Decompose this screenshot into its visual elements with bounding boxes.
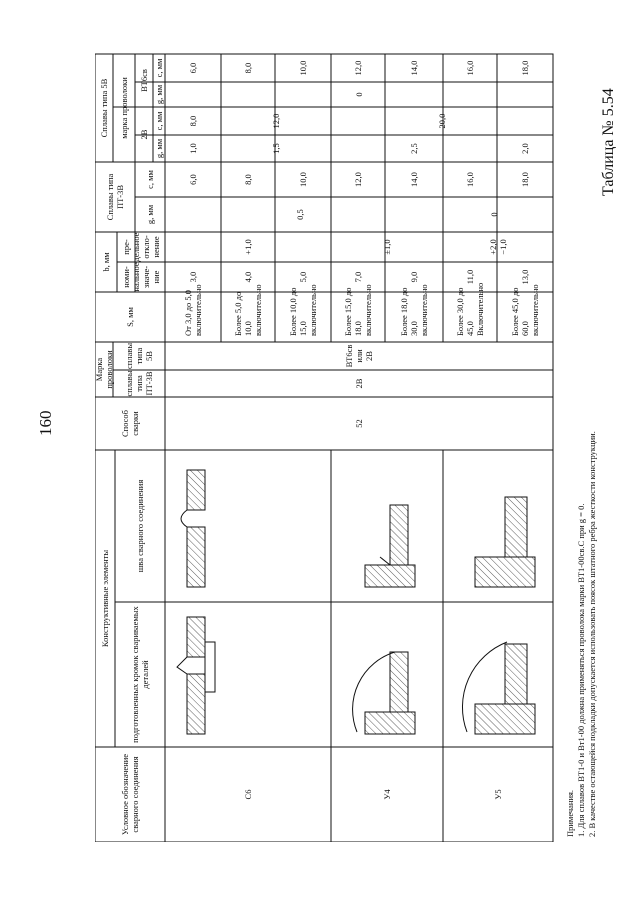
header-pt-g: g, мм [145, 204, 155, 225]
pt-c-6: 16,0 [465, 172, 475, 187]
header-alloys-5v-group: Сплавы типа 5В [99, 78, 109, 138]
table-title: Таблица № 5.54 [600, 88, 617, 196]
s-row-4: Более 15,0 до 18,0 включительно [343, 284, 373, 336]
page-number: 160 [36, 410, 55, 436]
b-nom-6: 11,0 [465, 269, 475, 285]
header-alloy-5v: сплавы типа 5В [124, 342, 154, 370]
b-limit-2: ±1,0 [382, 239, 392, 255]
s-row-7: Более 45,0 до 60,0 включительно [510, 284, 540, 336]
s-row-3: Более 10,0 до 15,0 включительно [288, 284, 318, 336]
s-row-1: От 3,0 до 5,0 включительно [183, 284, 203, 336]
v2b-c-3: 20,0 [437, 113, 447, 129]
header-s-mm: S, мм [125, 307, 135, 327]
pt-c-5: 14,0 [409, 172, 419, 187]
header-designation: Условное обозначение сварного соединения [120, 753, 140, 836]
pt-g-1: 0,5 [295, 209, 305, 220]
header-wire-2v: 2В [139, 129, 149, 140]
b-nom-2: 4,0 [243, 271, 253, 283]
rotated-table [95, 52, 595, 842]
method-value: 52 [354, 419, 364, 428]
b-limit-1: +1,0 [243, 239, 253, 255]
row-code-c6: С6 [243, 789, 253, 800]
pt-g-2: 0 [489, 212, 499, 217]
header-vt-c: c, мм [154, 58, 164, 78]
v2b-c-2: 12,0 [271, 113, 281, 129]
vt-c-7: 18,0 [520, 60, 530, 76]
vt-c-1: 6,0 [188, 62, 198, 74]
vt-c-4: 12,0 [353, 60, 363, 76]
v2b-g-3: 2,5 [409, 143, 419, 154]
b-limit-3: +2,0 −1,0 [488, 239, 508, 255]
pt-c-1: 6,0 [188, 174, 198, 185]
vt-c-5: 14,0 [409, 60, 419, 76]
v2b-g-4: 2,0 [520, 143, 530, 154]
b-nom-7: 13,0 [520, 269, 530, 285]
note-1: 1. Для сплавов ВТ1-0 и Вт1-00 должна применяться проволока марки ВТ1-00св.С при g = 0. [576, 503, 586, 837]
wire-5v-value: ВТ6св или 2В [344, 344, 374, 368]
weld-drawing-u4 [353, 505, 415, 734]
header-wire-grade-2: марка проволоки [119, 77, 129, 139]
header-prepared-edges: подготовленных кромок свариваемых деталей [130, 606, 150, 743]
b-nom-3: 5,0 [298, 271, 308, 283]
pt-c-4: 12,0 [353, 172, 363, 187]
header-alloys-pt3v-group: Сплавы типа ПТ-3В [105, 173, 125, 221]
pt-c-3: 10,0 [298, 172, 308, 187]
header-pt-c: c, мм [145, 170, 155, 189]
note-2: 2. В качестве остающейся подкладки допускается использовать поясок штатного ребра жесткости конструкции. [587, 431, 597, 837]
notes-title: Примечания. [565, 789, 575, 837]
s-row-5: Более 18,0 до 30,0 включительно [399, 284, 429, 336]
header-b-nominal: номи- нальное значе- ние [121, 262, 161, 292]
header-2v-c: c, мм [154, 111, 164, 131]
v2b-g-2: 1,5 [271, 143, 281, 154]
header-structural-elements: Конструктивные элементы [100, 549, 110, 648]
s-row-2: Более 5,0 до 10,0 включительно [233, 284, 263, 336]
b-nom-4: 7,0 [353, 271, 363, 283]
header-weld-seam: шва сварного соединения [135, 479, 145, 573]
vt-c-3: 10,0 [298, 60, 308, 76]
wire-pt3v-value: 2В [354, 378, 364, 389]
vt-g: 0 [354, 92, 364, 97]
header-2v-g: g, мм [154, 138, 164, 159]
b-nom-1: 3,0 [188, 271, 198, 283]
vt-c-2: 8,0 [243, 62, 253, 74]
header-alloy-pt3v: сплавы типа ПТ-3В [124, 370, 154, 397]
header-b-limit: пре- дельное откло- нение [121, 232, 161, 262]
header-wire-grade: Марка проволоки [94, 350, 114, 389]
s-row-6: Более 30,0 до 45,0 Включительно [455, 282, 485, 336]
header-vt-g: g, мм [154, 84, 164, 105]
b-nom-5: 9,0 [409, 271, 419, 283]
header-wire-vt6sv: ВТ6св [139, 69, 149, 92]
header-welding-method: Способ сварки [120, 409, 140, 438]
row-code-u5: У5 [493, 789, 503, 800]
vt-c-6: 16,0 [465, 60, 475, 76]
v2b-c-1: 8,0 [188, 115, 198, 127]
pt-c-2: 8,0 [243, 174, 253, 185]
notes [565, 57, 598, 837]
header-b-mm: b, мм [101, 252, 111, 272]
pt-c-7: 18,0 [520, 172, 530, 187]
v2b-g-1: 1,0 [188, 143, 198, 154]
weld-drawing-u5 [462, 497, 535, 734]
row-code-u4: У4 [382, 789, 392, 800]
